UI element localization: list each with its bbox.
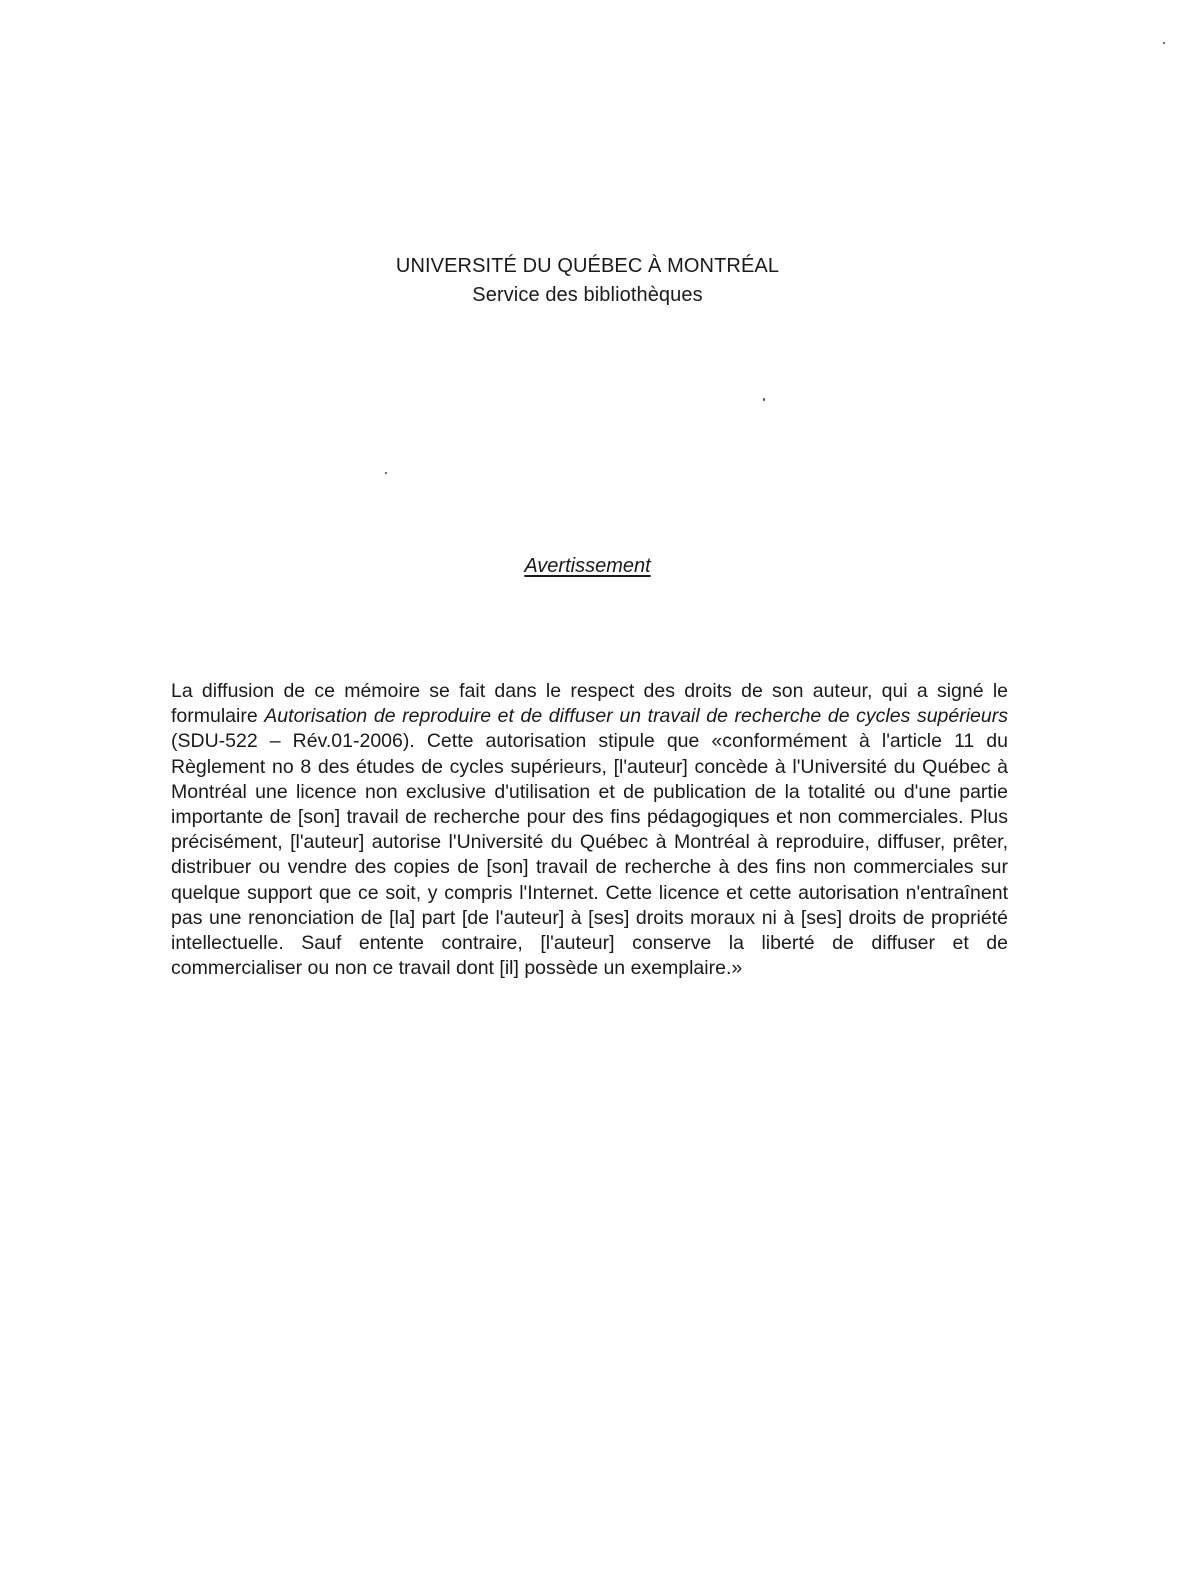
institution-name: UNIVERSITÉ DU QUÉBEC À MONTRÉAL: [395, 255, 780, 277]
notice-paragraph: [171, 679, 1008, 981]
scan-speck: [385, 472, 387, 474]
notice-title: Avertissement: [524, 555, 651, 577]
scan-speck: [1163, 42, 1165, 44]
department-name: Service des bibliothèques: [472, 284, 703, 306]
document-header: [0, 252, 1175, 310]
form-title: Autorisation de reproduire et de diffuser un travail de recherche de cycles supérieurs: [264, 705, 1008, 728]
scan-speck: [763, 398, 765, 401]
notice-text-intro: La diffusion de ce mémoire se fait dans le respect des droits de son auteur, qui a signé le formulaire: [171, 680, 1008, 728]
notice-text-body: (SDU-522 – Rév.01-2006). Cette autorisation stipule que «conformément à l'article 11 du Règlement no 8 des études de cycles supérieurs, [l'auteur] concède à l'Université du Québec à Montréal une licence non exclusive d'utilisation et de publication de la totalité ou d'une partie importante de [son] travail de recherche pour des fins pédagogiques et non commerciales. Plus précisément, [l'auteur] autorise l'Université du Québec à Montréal à reproduire, diffuser, prêter, distribuer ou vendre des copies de [son] travail de recherche à des fins non commerciales sur quelque support que ce soit, y compris l'Internet. Cette licence et cette autorisation n'entraînent pas une renonciation de [la] part [de l'auteur] à [ses] droits moraux ni à [ses] droits de propriété intellectuelle. Sauf entente contraire, [l'auteur] conserve la liberté de diffuser et de commercialiser ou non ce travail dont [il] possède un exemplaire.»: [171, 730, 1008, 980]
